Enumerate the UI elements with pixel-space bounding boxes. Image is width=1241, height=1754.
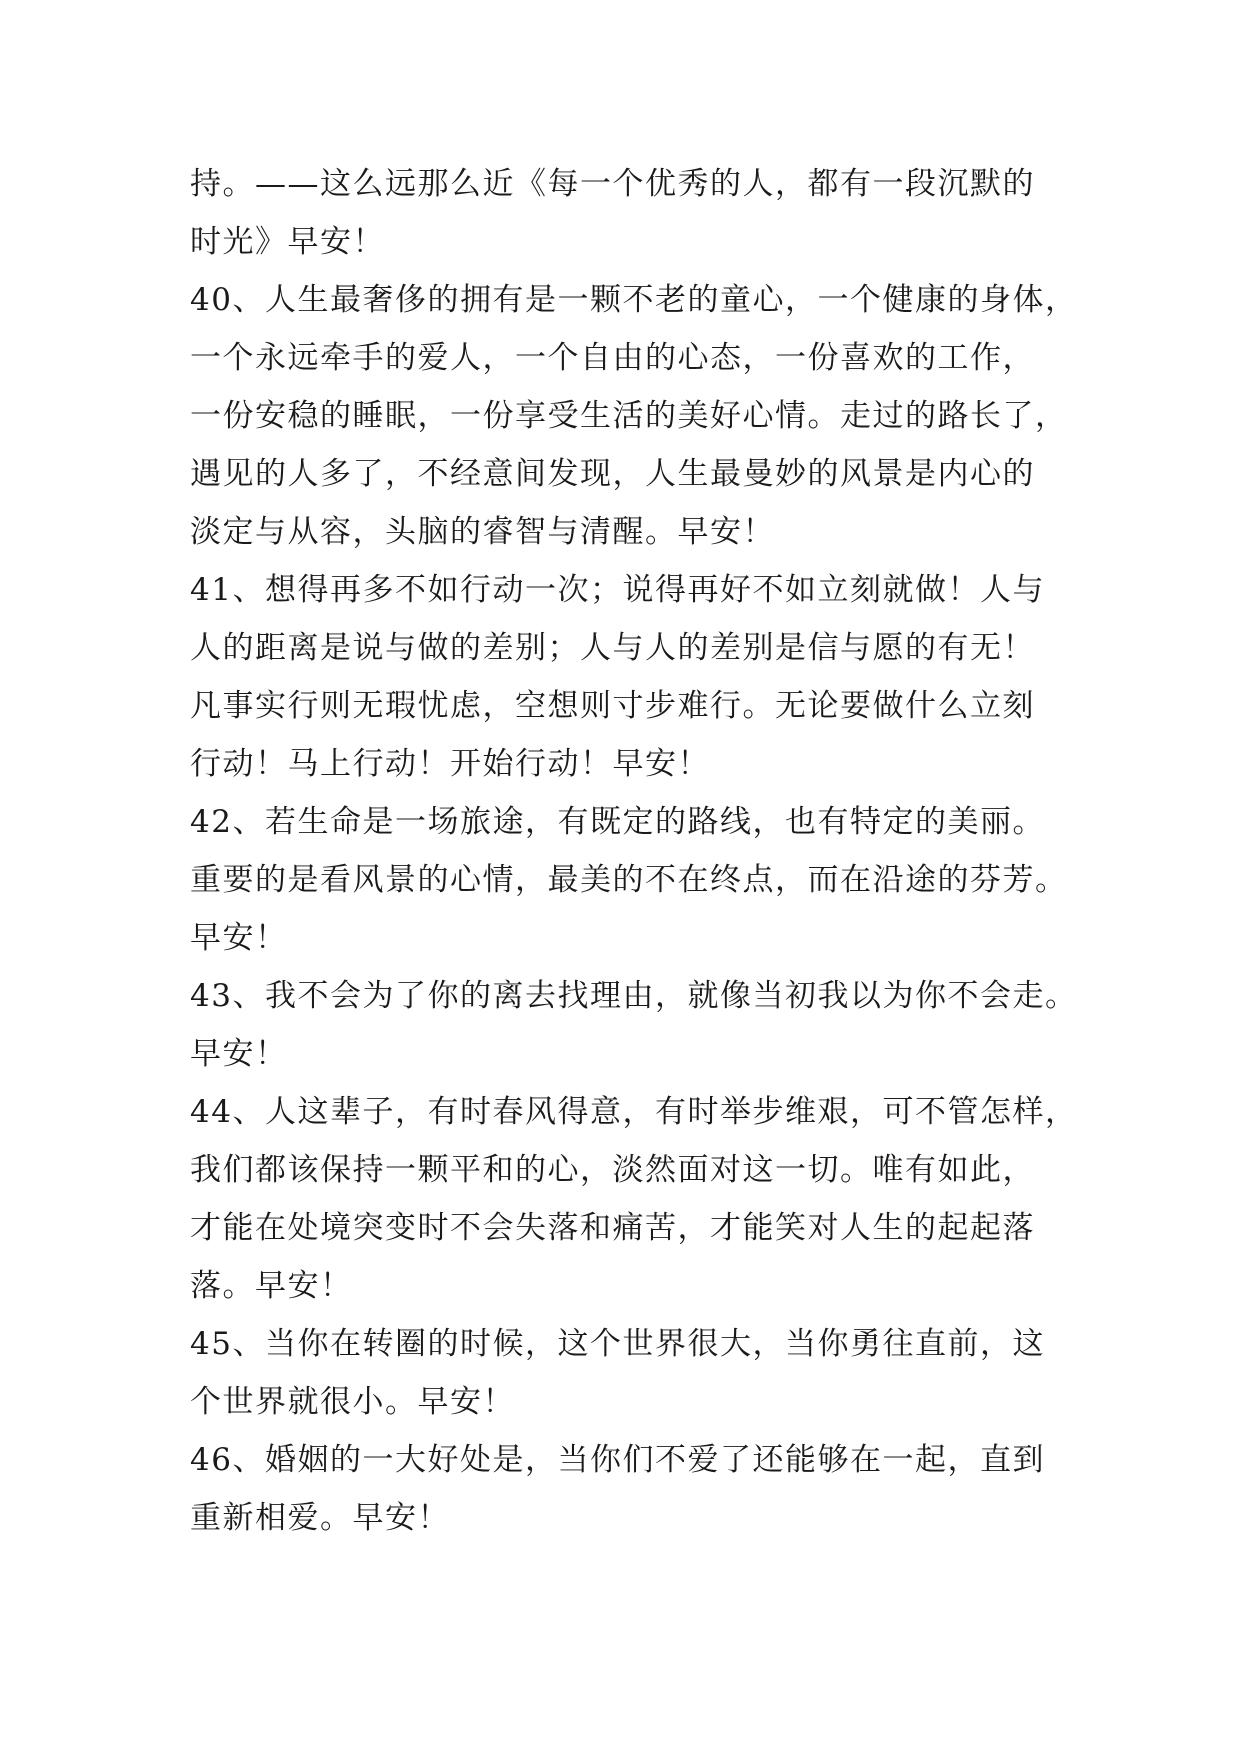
text-line: 45、当你在转圈的时候，这个世界很大，当你勇往直前，这	[190, 1326, 1045, 1362]
document-body	[190, 155, 1080, 1547]
text-line: 44、人这辈子，有时春风得意，有时举步维艰，可不管怎样，	[190, 1094, 1078, 1130]
text-line: 40、人生最奢侈的拥有是一颗不老的童心，一个健康的身体，	[190, 282, 1078, 318]
text-line: 早安！	[190, 1036, 288, 1072]
text-line: 42、若生命是一场旅途，有既定的路线，也有特定的美丽。	[190, 804, 1045, 840]
text-line: 凡事实行则无瑕忧虑，空想则寸步难行。无论要做什么立刻	[190, 688, 1035, 724]
text-line: 时光》早安！	[190, 224, 385, 260]
text-line: 行动！马上行动！开始行动！早安！	[190, 746, 710, 782]
text-line: 一个永远牵手的爱人，一个自由的心态，一份喜欢的工作，	[190, 340, 1035, 376]
text-line: 41、想得再多不如行动一次；说得再好不如立刻就做！人与	[190, 572, 1045, 608]
text-line: 个世界就很小。早安！	[190, 1384, 515, 1420]
text-line: 一份安稳的睡眠，一份享受生活的美好心情。走过的路长了，	[190, 398, 1068, 434]
text-line: 46、婚姻的一大好处是，当你们不爱了还能够在一起，直到	[190, 1442, 1045, 1478]
text-line: 43、我不会为了你的离去找理由，就像当初我以为你不会走。	[190, 978, 1078, 1014]
text-line: 淡定与从容，头脑的睿智与清醒。早安！	[190, 514, 775, 550]
text-line: 才能在处境突变时不会失落和痛苦，才能笑对人生的起起落	[190, 1210, 1035, 1246]
text-line: 早安！	[190, 920, 288, 956]
text-line: 重新相爱。早安！	[190, 1500, 450, 1536]
text-line: 我们都该保持一颗平和的心，淡然面对这一切。唯有如此，	[190, 1152, 1035, 1188]
text-line: 重要的是看风景的心情，最美的不在终点，而在沿途的芬芳。	[190, 862, 1068, 898]
text-line: 人的距离是说与做的差别；人与人的差别是信与愿的有无！	[190, 630, 1035, 666]
text-line: 遇见的人多了，不经意间发现，人生最曼妙的风景是内心的	[190, 456, 1035, 492]
text-line: 持。——这么远那么近《每一个优秀的人，都有一段沉默的	[190, 166, 1035, 202]
text-line: 落。早安！	[190, 1268, 353, 1304]
